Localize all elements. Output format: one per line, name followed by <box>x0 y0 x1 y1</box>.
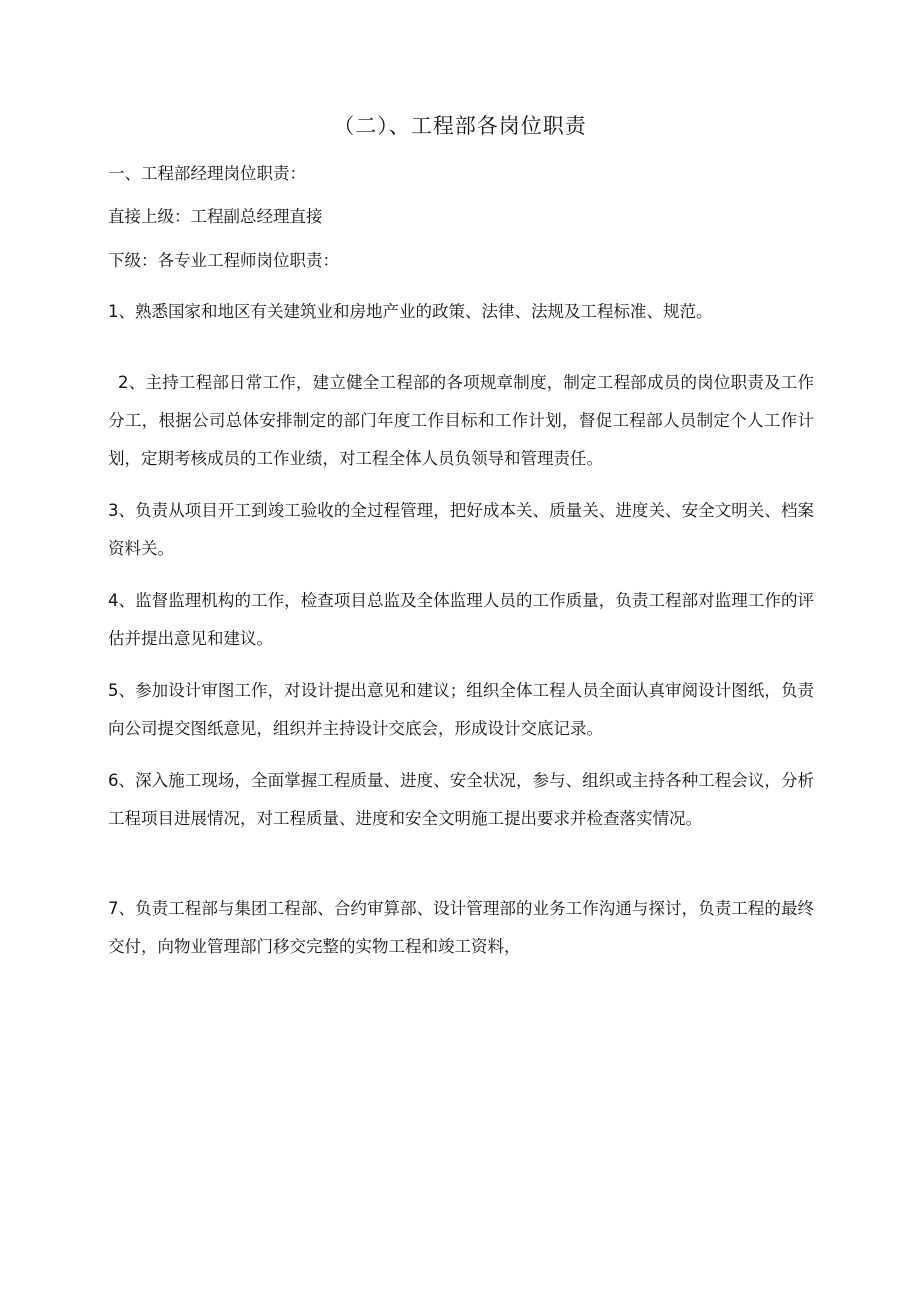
duty-item-3: 3、负责从项目开工到竣工验收的全过程管理，把好成本关、质量关、进度关、安全文明关、档案资料关。 <box>108 501 814 558</box>
subordinate-line: 下级：各专业工程师岗位职责： <box>108 251 339 270</box>
duty-item-5: 5、参加设计审图工作，对设计提出意见和建议；组织全体工程人员全面认真审阅设计图纸，负责向公司提交图纸意见，组织并主持设计交底会，形成设计交底记录。 <box>108 681 814 738</box>
direct-superior: 直接上级：工程副总经理直接 <box>108 207 323 226</box>
duty-item-2: 2、主持工程部日常工作，建立健全工程部的各项规章制度，制定工程部成员的岗位职责及工作分工，根据公司总体安排制定的部门年度工作目标和工作计划，督促工程部人员制定个人工作计划，定期考核成员的工作业绩，对工程全体人员负领导和管理责任。 <box>108 373 814 468</box>
section-heading: 一、工程部经理岗位职责： <box>108 164 306 183</box>
duty-item-1: 1、熟悉国家和地区有关建筑业和房地产业的政策、法律、法规及工程标准、规范。 <box>108 302 713 321</box>
duty-item-6: 6、深入施工现场，全面掌握工程质量、进度、安全状况，参与、组织或主持各种工程会议，分析工程项目进展情况，对工程质量、进度和安全文明施工提出要求并检查落实情况。 <box>108 771 814 828</box>
document-title: （二）、工程部各岗位职责 <box>333 114 587 138</box>
duty-item-4: 4、监督监理机构的工作，检查项目总监及全体监理人员的工作质量，负责工程部对监理工作的评估并提出意见和建议。 <box>108 591 814 648</box>
duty-item-7: 7、负责工程部与集团工程部、合约审算部、设计管理部的业务工作沟通与探讨，负责工程的最终交付，向物业管理部门移交完整的实物工程和竣工资料， <box>108 899 814 956</box>
